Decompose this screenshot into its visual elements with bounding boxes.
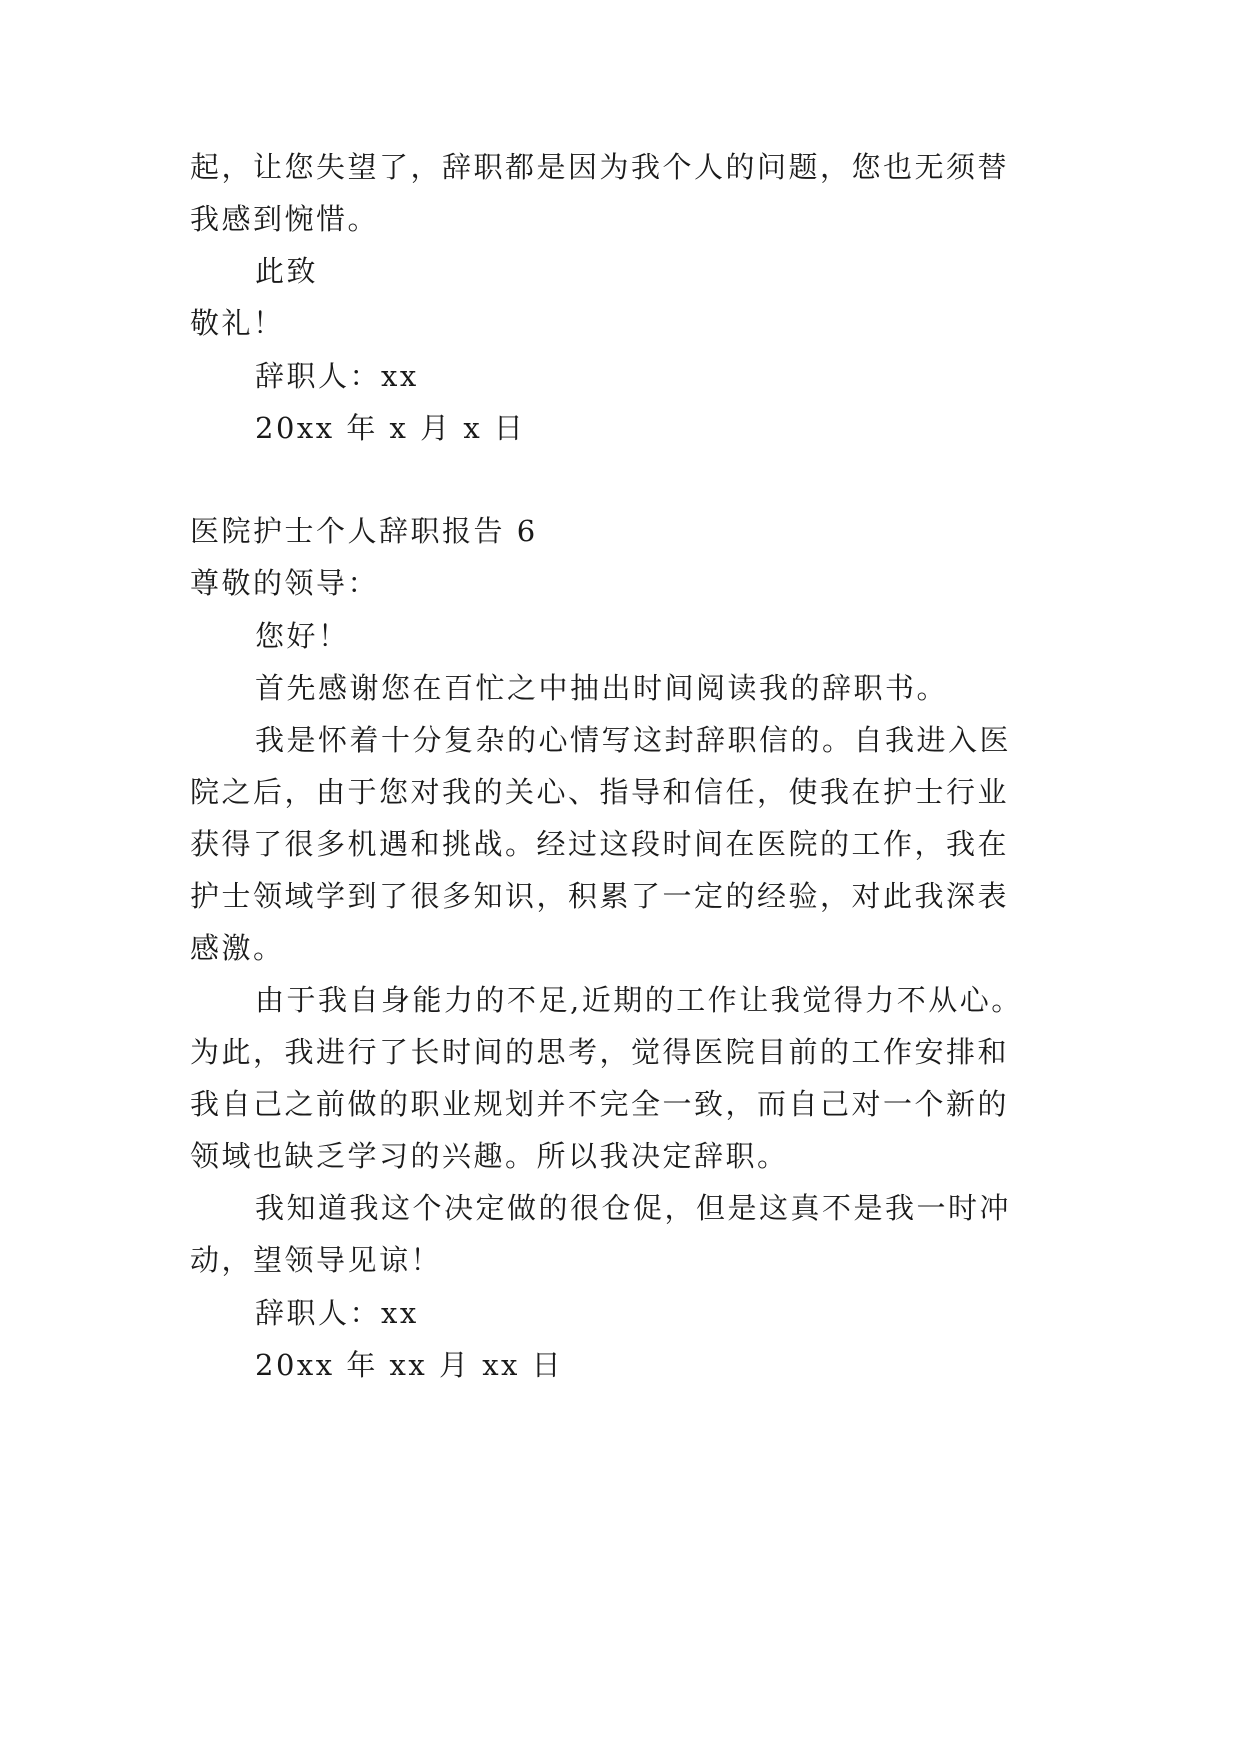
paragraph-line: 为此，我进行了长时间的思考，觉得医院目前的工作安排和 <box>190 1035 1010 1069</box>
paragraph-line: 首先感谢您在百忙之中抽出时间阅读我的辞职书。 <box>255 671 949 705</box>
greeting: 您好！ <box>255 619 350 653</box>
closing-line: 敬礼！ <box>190 306 285 340</box>
signature: 辞职人：xx <box>255 1296 419 1330</box>
paragraph-line: 感激。 <box>190 931 285 965</box>
closing-line: 此致 <box>255 254 319 288</box>
date: 20xx 年 xx 月 xx 日 <box>255 1348 564 1382</box>
paragraph-line: 动，望领导见谅！ <box>190 1243 443 1277</box>
date: 20xx 年 x 月 x 日 <box>255 411 526 445</box>
paragraph-line: 我是怀着十分复杂的心情写这封辞职信的。自我进入医 <box>255 723 1012 757</box>
paragraph-line: 我知道我这个决定做的很仓促，但是这真不是我一时冲 <box>255 1191 1012 1225</box>
paragraph-line: 我感到惋惜。 <box>190 202 380 236</box>
paragraph-line: 领域也缺乏学习的兴趣。所以我决定辞职。 <box>190 1139 789 1173</box>
paragraph-line: 起，让您失望了，辞职都是因为我个人的问题，您也无须替 <box>190 150 1010 184</box>
salutation: 尊敬的领导： <box>190 566 380 600</box>
signature: 辞职人：xx <box>255 359 419 393</box>
paragraph-line: 由于我自身能力的不足,近期的工作让我觉得力不从心。 <box>255 983 1023 1017</box>
paragraph-line: 获得了很多机遇和挑战。经过这段时间在医院的工作，我在 <box>190 827 1010 861</box>
paragraph-line: 我自己之前做的职业规划并不完全一致，而自己对一个新的 <box>190 1087 1010 1121</box>
document-title: 医院护士个人辞职报告 6 <box>190 514 538 548</box>
paragraph-line: 院之后，由于您对我的关心、指导和信任，使我在护士行业 <box>190 775 1010 809</box>
paragraph-line: 护士领域学到了很多知识，积累了一定的经验，对此我深表 <box>190 879 1010 913</box>
